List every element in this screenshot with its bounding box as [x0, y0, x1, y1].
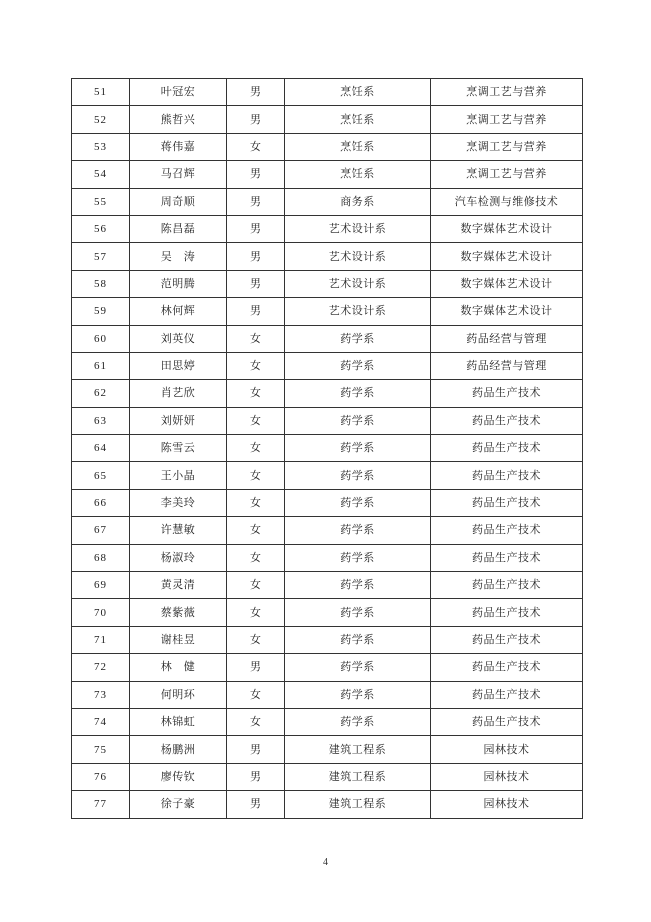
department-cell: 药学系	[285, 708, 431, 735]
department-cell: 药学系	[285, 407, 431, 434]
student-name-cell: 陈昌磊	[130, 215, 227, 242]
table-row	[72, 161, 583, 188]
row-number-cell: 66	[72, 489, 130, 516]
table-row	[72, 270, 583, 297]
row-number-cell: 71	[72, 626, 130, 653]
student-name-cell: 吴 涛	[130, 243, 227, 270]
student-name-cell: 黄灵清	[130, 572, 227, 599]
table-row	[72, 791, 583, 818]
row-number-cell: 72	[72, 654, 130, 681]
student-name-cell: 田思婷	[130, 352, 227, 379]
department-cell: 药学系	[285, 325, 431, 352]
department-cell: 建筑工程系	[285, 791, 431, 818]
gender-cell: 男	[227, 215, 285, 242]
row-number-cell: 64	[72, 435, 130, 462]
gender-cell: 女	[227, 380, 285, 407]
major-cell: 药品生产技术	[431, 435, 583, 462]
table-row	[72, 763, 583, 790]
table-row	[72, 462, 583, 489]
row-number-cell: 58	[72, 270, 130, 297]
row-number-cell: 52	[72, 106, 130, 133]
gender-cell: 男	[227, 188, 285, 215]
student-name-cell: 廖传钦	[130, 763, 227, 790]
table-row	[72, 380, 583, 407]
table-row	[72, 708, 583, 735]
gender-cell: 女	[227, 462, 285, 489]
table-row	[72, 215, 583, 242]
major-cell: 烹调工艺与营养	[431, 133, 583, 160]
student-name-cell: 杨淑玲	[130, 544, 227, 571]
major-cell: 药品生产技术	[431, 654, 583, 681]
row-number-cell: 75	[72, 736, 130, 763]
department-cell: 烹饪系	[285, 133, 431, 160]
student-name-cell: 周奇顺	[130, 188, 227, 215]
student-name-cell: 陈雪云	[130, 435, 227, 462]
department-cell: 艺术设计系	[285, 243, 431, 270]
student-name-cell: 蔡紫薇	[130, 599, 227, 626]
row-number-cell: 65	[72, 462, 130, 489]
major-cell: 数字媒体艺术设计	[431, 270, 583, 297]
table-row	[72, 243, 583, 270]
row-number-cell: 57	[72, 243, 130, 270]
department-cell: 药学系	[285, 462, 431, 489]
gender-cell: 男	[227, 736, 285, 763]
table-row	[72, 626, 583, 653]
student-name-cell: 熊哲兴	[130, 106, 227, 133]
department-cell: 药学系	[285, 489, 431, 516]
department-cell: 药学系	[285, 654, 431, 681]
table-row	[72, 298, 583, 325]
student-name-cell: 谢桂昱	[130, 626, 227, 653]
gender-cell: 男	[227, 79, 285, 106]
row-number-cell: 63	[72, 407, 130, 434]
row-number-cell: 74	[72, 708, 130, 735]
department-cell: 艺术设计系	[285, 298, 431, 325]
department-cell: 药学系	[285, 435, 431, 462]
gender-cell: 女	[227, 489, 285, 516]
gender-cell: 女	[227, 599, 285, 626]
student-name-cell: 何明环	[130, 681, 227, 708]
row-number-cell: 69	[72, 572, 130, 599]
gender-cell: 女	[227, 325, 285, 352]
department-cell: 商务系	[285, 188, 431, 215]
major-cell: 药品经营与管理	[431, 352, 583, 379]
gender-cell: 女	[227, 681, 285, 708]
major-cell: 药品生产技术	[431, 572, 583, 599]
major-cell: 数字媒体艺术设计	[431, 298, 583, 325]
major-cell: 药品生产技术	[431, 462, 583, 489]
row-number-cell: 54	[72, 161, 130, 188]
table-row	[72, 654, 583, 681]
page-number: 4	[323, 857, 328, 868]
major-cell: 药品生产技术	[431, 544, 583, 571]
department-cell: 建筑工程系	[285, 763, 431, 790]
major-cell: 药品生产技术	[431, 626, 583, 653]
student-roster-table	[71, 78, 583, 819]
student-name-cell: 范明腾	[130, 270, 227, 297]
student-name-cell: 杨鹏洲	[130, 736, 227, 763]
major-cell: 数字媒体艺术设计	[431, 243, 583, 270]
table-row	[72, 435, 583, 462]
major-cell: 汽车检测与维修技术	[431, 188, 583, 215]
major-cell: 药品生产技术	[431, 380, 583, 407]
department-cell: 药学系	[285, 681, 431, 708]
department-cell: 药学系	[285, 572, 431, 599]
department-cell: 艺术设计系	[285, 215, 431, 242]
gender-cell: 女	[227, 544, 285, 571]
major-cell: 园林技术	[431, 763, 583, 790]
student-name-cell: 徐子豪	[130, 791, 227, 818]
major-cell: 药品经营与管理	[431, 325, 583, 352]
major-cell: 园林技术	[431, 736, 583, 763]
row-number-cell: 61	[72, 352, 130, 379]
student-name-cell: 许慧敏	[130, 517, 227, 544]
department-cell: 烹饪系	[285, 106, 431, 133]
student-name-cell: 叶冠宏	[130, 79, 227, 106]
row-number-cell: 73	[72, 681, 130, 708]
table-row	[72, 572, 583, 599]
student-name-cell: 林 健	[130, 654, 227, 681]
table-row	[72, 325, 583, 352]
gender-cell: 女	[227, 626, 285, 653]
department-cell: 药学系	[285, 352, 431, 379]
table-row	[72, 517, 583, 544]
row-number-cell: 53	[72, 133, 130, 160]
department-cell: 药学系	[285, 626, 431, 653]
student-name-cell: 蒋伟嘉	[130, 133, 227, 160]
row-number-cell: 60	[72, 325, 130, 352]
row-number-cell: 67	[72, 517, 130, 544]
row-number-cell: 77	[72, 791, 130, 818]
student-name-cell: 马召辉	[130, 161, 227, 188]
department-cell: 药学系	[285, 517, 431, 544]
department-cell: 药学系	[285, 544, 431, 571]
major-cell: 园林技术	[431, 791, 583, 818]
table-row	[72, 106, 583, 133]
gender-cell: 女	[227, 572, 285, 599]
row-number-cell: 56	[72, 215, 130, 242]
table-row	[72, 489, 583, 516]
gender-cell: 男	[227, 106, 285, 133]
major-cell: 药品生产技术	[431, 681, 583, 708]
gender-cell: 女	[227, 708, 285, 735]
gender-cell: 男	[227, 270, 285, 297]
major-cell: 药品生产技术	[431, 517, 583, 544]
gender-cell: 男	[227, 654, 285, 681]
gender-cell: 男	[227, 791, 285, 818]
department-cell: 建筑工程系	[285, 736, 431, 763]
table-row	[72, 599, 583, 626]
table-row	[72, 736, 583, 763]
student-name-cell: 肖艺欣	[130, 380, 227, 407]
student-name-cell: 刘英仪	[130, 325, 227, 352]
major-cell: 药品生产技术	[431, 708, 583, 735]
gender-cell: 女	[227, 517, 285, 544]
table-row	[72, 681, 583, 708]
major-cell: 药品生产技术	[431, 599, 583, 626]
gender-cell: 女	[227, 352, 285, 379]
roster-table-body	[72, 79, 583, 819]
gender-cell: 男	[227, 243, 285, 270]
gender-cell: 男	[227, 763, 285, 790]
major-cell: 药品生产技术	[431, 407, 583, 434]
department-cell: 烹饪系	[285, 161, 431, 188]
table-row	[72, 188, 583, 215]
department-cell: 药学系	[285, 380, 431, 407]
row-number-cell: 51	[72, 79, 130, 106]
major-cell: 数字媒体艺术设计	[431, 215, 583, 242]
gender-cell: 女	[227, 133, 285, 160]
student-name-cell: 刘妍妍	[130, 407, 227, 434]
gender-cell: 女	[227, 435, 285, 462]
department-cell: 烹饪系	[285, 79, 431, 106]
row-number-cell: 68	[72, 544, 130, 571]
major-cell: 烹调工艺与营养	[431, 106, 583, 133]
table-row	[72, 544, 583, 571]
student-name-cell: 林何辉	[130, 298, 227, 325]
table-row	[72, 79, 583, 106]
student-name-cell: 王小晶	[130, 462, 227, 489]
row-number-cell: 62	[72, 380, 130, 407]
department-cell: 艺术设计系	[285, 270, 431, 297]
row-number-cell: 70	[72, 599, 130, 626]
table-row	[72, 133, 583, 160]
row-number-cell: 59	[72, 298, 130, 325]
table-row	[72, 407, 583, 434]
department-cell: 药学系	[285, 599, 431, 626]
student-name-cell: 林锦虹	[130, 708, 227, 735]
gender-cell: 男	[227, 161, 285, 188]
major-cell: 烹调工艺与营养	[431, 79, 583, 106]
major-cell: 药品生产技术	[431, 489, 583, 516]
row-number-cell: 76	[72, 763, 130, 790]
table-row	[72, 352, 583, 379]
gender-cell: 女	[227, 407, 285, 434]
major-cell: 烹调工艺与营养	[431, 161, 583, 188]
gender-cell: 男	[227, 298, 285, 325]
student-name-cell: 李美玲	[130, 489, 227, 516]
row-number-cell: 55	[72, 188, 130, 215]
